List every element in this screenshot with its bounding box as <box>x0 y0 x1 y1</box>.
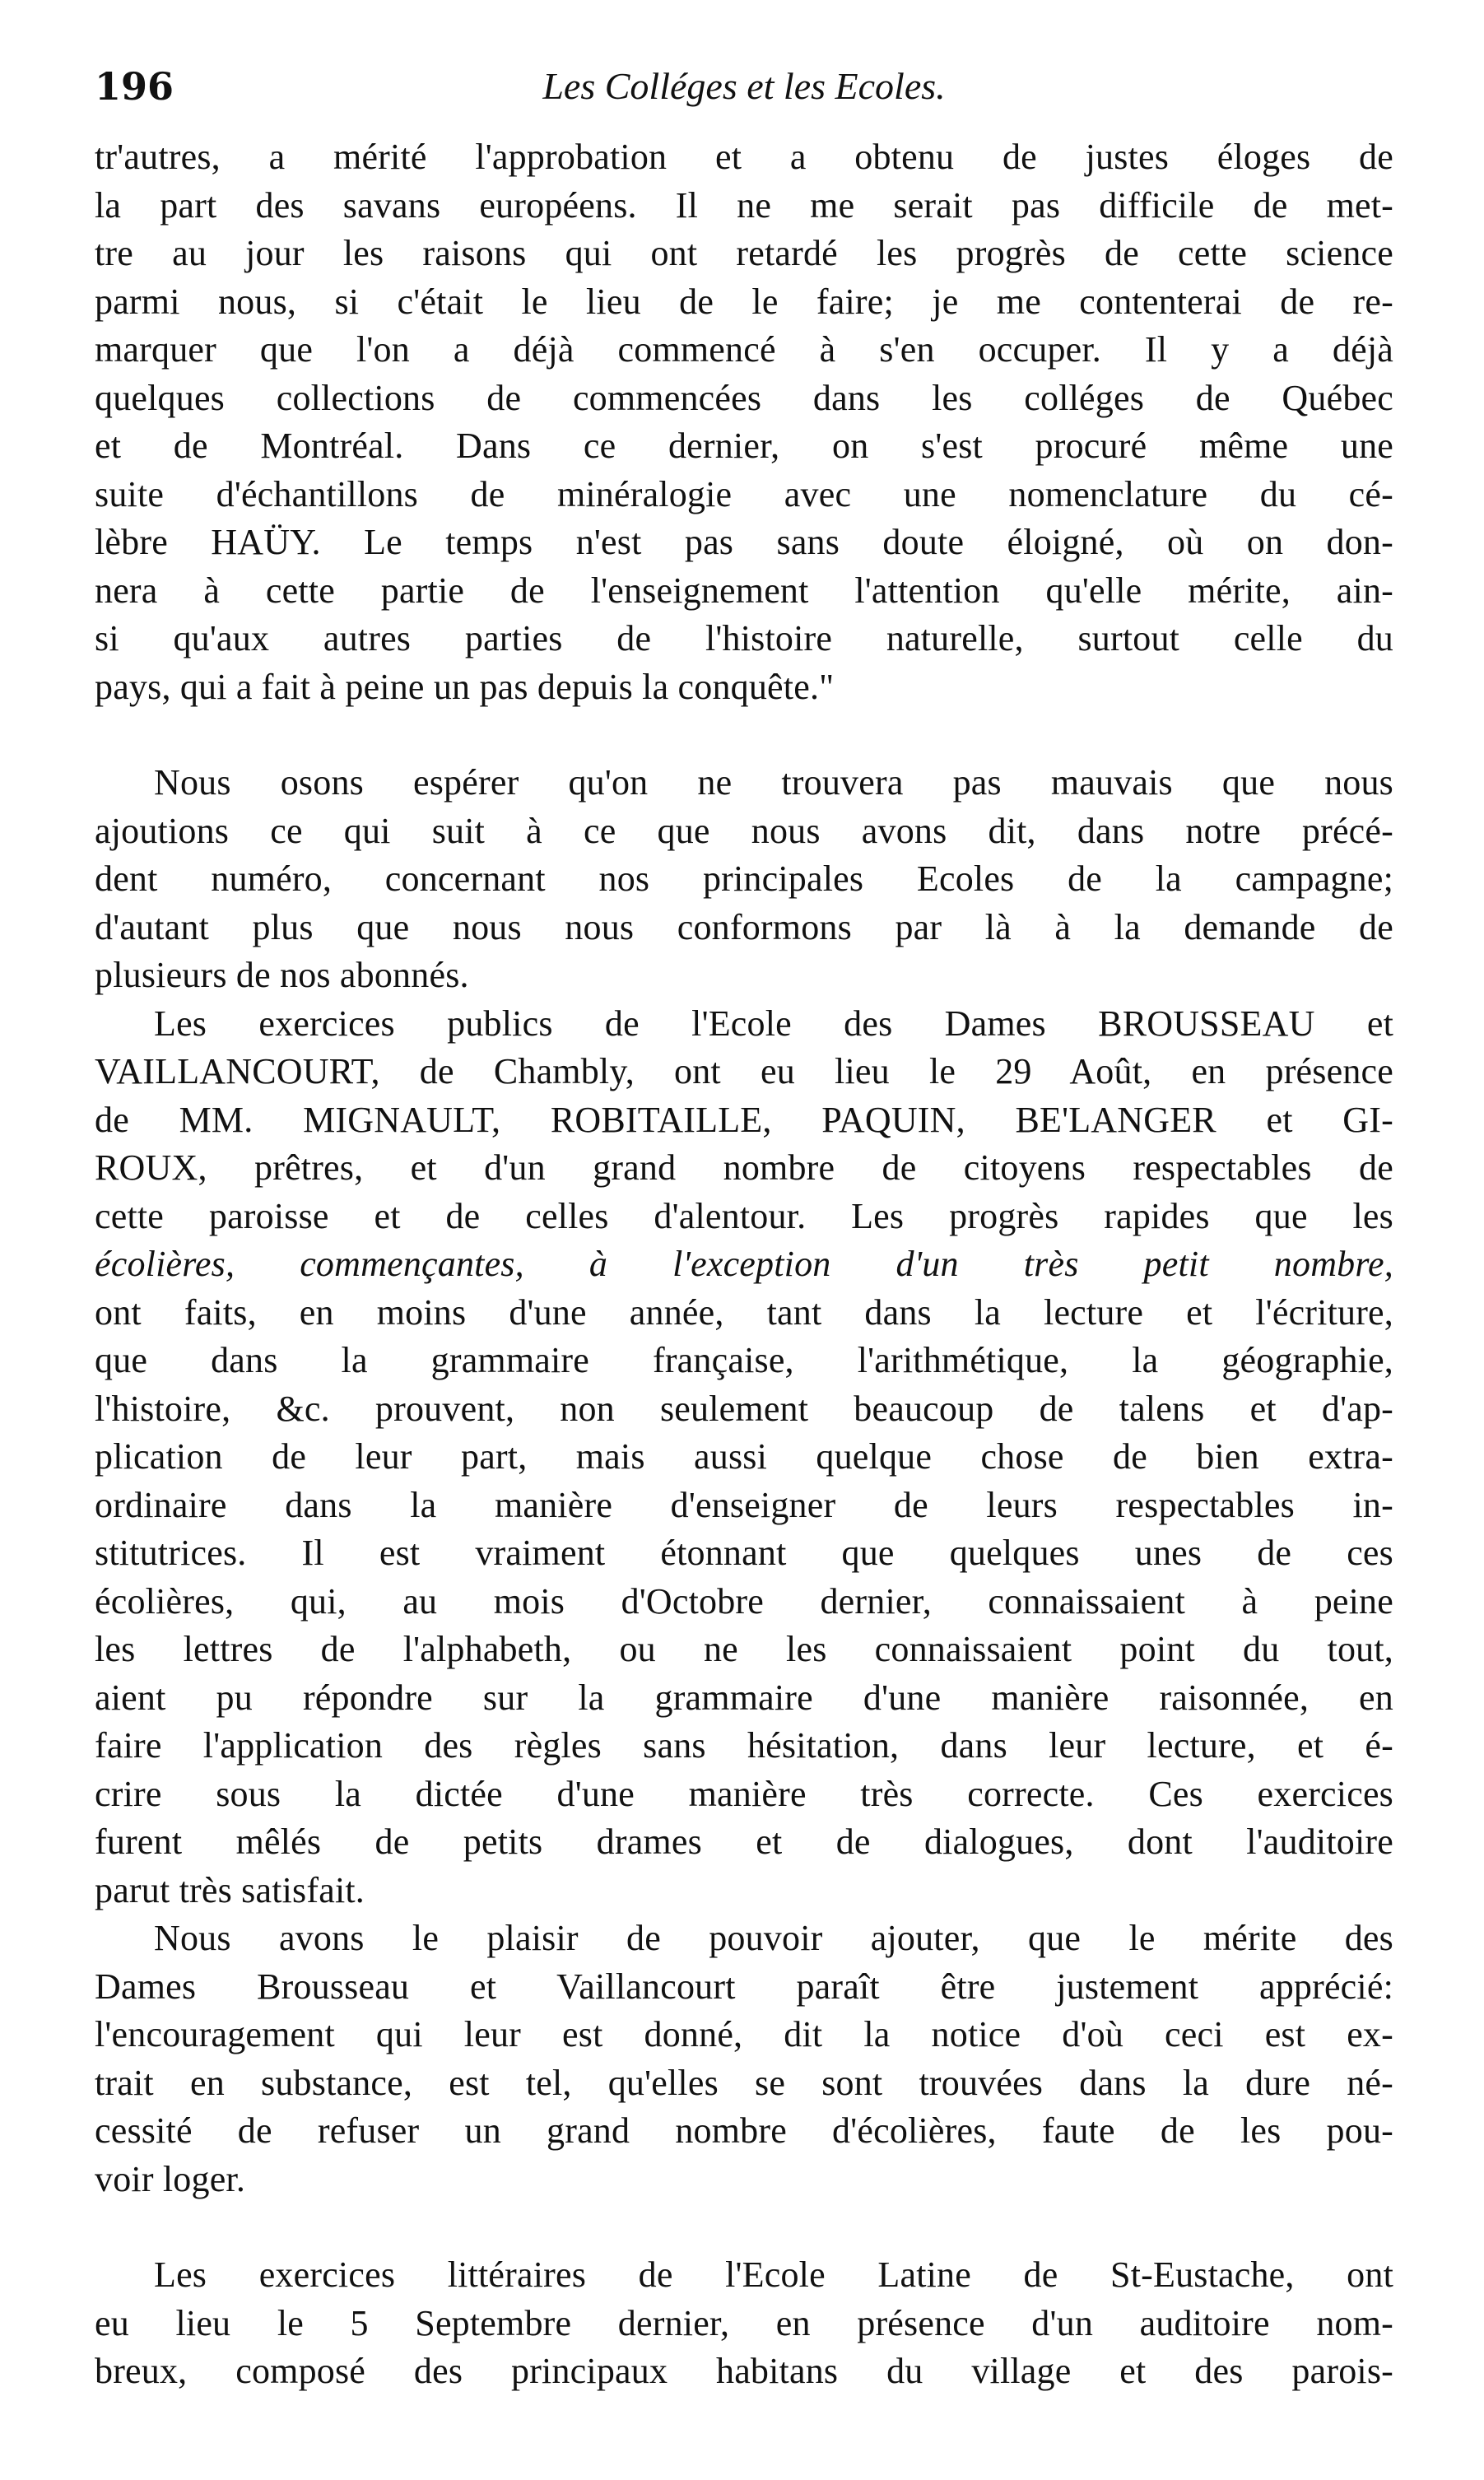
running-title: Les Colléges et les Ecoles. <box>542 65 946 107</box>
text-line: dent numéro, concernant nos principales Ecoles de la campagne; <box>95 858 1393 899</box>
text-line: de MM. MIGNAULT, ROBITAILLE, PAQUIN, BE'LANGER et GI- <box>95 1099 1393 1140</box>
paragraph-mineralogy <box>95 133 1393 711</box>
text-line: tre au jour les raisons qui ont retardé les progrès de cette science <box>95 233 1393 273</box>
text-line: Dames Brousseau et Vaillancourt paraît être justement apprécié: <box>95 1966 1393 2007</box>
text-line: breux, composé des principaux habitans du village et des parois- <box>95 2351 1393 2391</box>
text-line: parut très satisfait. <box>95 1869 365 1910</box>
text-line: pays, qui a fait à peine un pas depuis la conquête." <box>95 666 835 707</box>
text-line: d'autant plus que nous nous conformons par là à la demande de <box>95 906 1393 947</box>
text-line: ont faits, en moins d'une année, tant dans la lecture et l'écriture, <box>95 1291 1393 1333</box>
text-line: trait en substance, est tel, qu'elles se sont trouvées dans la dure né- <box>95 2062 1393 2103</box>
paragraph-merit <box>95 1915 1393 2203</box>
text-line: faire l'application des règles sans hésitation, dans leur lecture, et é- <box>95 1725 1393 1766</box>
paragraph-intro-schools <box>95 759 1393 1000</box>
text-line: quelques collections de commencées dans les colléges de Québec <box>95 377 1393 418</box>
text-line: parmi nous, si c'était le lieu de le faire; je me contenterai de re- <box>95 281 1393 322</box>
text-line: plusieurs de nos abonnés. <box>95 955 469 995</box>
running-head <box>95 58 1393 115</box>
text-line: suite d'échantillons de minéralogie avec une nomenclature du cé- <box>95 473 1393 514</box>
text-line: Nous osons espérer qu'on ne trouvera pas mauvais que nous <box>154 762 1393 803</box>
text-line: que dans la grammaire française, l'arithmétique, la géographie, <box>95 1340 1393 1380</box>
paragraph-chambly-exercises <box>95 1000 1393 1915</box>
text-line: cette paroisse et de celles d'alentour. Les progrès rapides que les <box>95 1195 1393 1236</box>
text-line: eu lieu le 5 Septembre dernier, en présence d'un auditoire nom- <box>95 2302 1393 2343</box>
text-line: les lettres de l'alphabeth, ou ne les connaissaient point du tout, <box>95 1629 1393 1669</box>
text-line: furent mêlés de petits drames et de dialogues, dont l'auditoire <box>95 1822 1393 1862</box>
text-line: si qu'aux autres parties de l'histoire naturelle, surtout celle du <box>95 618 1393 658</box>
text-line: l'encouragement qui leur est donné, dit la notice d'où ceci est ex- <box>95 2014 1393 2054</box>
text-line: tr'autres, a mérité l'approbation et a obtenu de justes éloges de <box>95 137 1393 177</box>
text-line: Les exercices littéraires de l'Ecole Latine de St-Eustache, ont <box>154 2254 1393 2295</box>
text-line: Nous avons le plaisir de pouvoir ajouter, que le mérite des <box>154 1918 1393 1958</box>
text-line: ajoutions ce qui suit à ce que nous avons dit, dans notre précé- <box>95 810 1393 851</box>
text-line: nera à cette partie de l'enseignement l'attention qu'elle mérite, ain- <box>95 570 1393 611</box>
text-line: la part des savans européens. Il ne me serait pas difficile de met- <box>95 184 1393 226</box>
page-number: 196 <box>95 64 174 109</box>
text-line: écolières, qui, au mois d'Octobre dernier, connaissaient à peine <box>95 1580 1393 1622</box>
text-line: aient pu répondre sur la grammaire d'une manière raisonnée, en <box>95 1677 1393 1718</box>
text-line: stitutrices. Il est vraiment étonnant que quelques unes de ces <box>95 1533 1393 1573</box>
paragraph-st-eustache <box>95 2251 1393 2396</box>
text-line: VAILLANCOURT, de Chambly, ont eu lieu le 29 Août, en présence <box>95 1051 1393 1091</box>
text-line: crire sous la dictée d'une manière très correcte. Ces exercices <box>95 1773 1393 1814</box>
body-text <box>95 133 1393 2396</box>
text-line: l'histoire, &c. prouvent, non seulement beaucoup de talens et d'ap- <box>95 1388 1393 1429</box>
text-line: lèbre HAÜY. Le temps n'est pas sans doute éloigné, où on don- <box>95 522 1393 562</box>
text-line: voir loger. <box>95 2158 246 2199</box>
text-line: écolières, commençantes, à l'exception d'un très petit nombre, <box>95 1244 1393 1284</box>
text-line: marquer que l'on a déjà commencé à s'en occuper. Il y a déjà <box>95 329 1393 370</box>
text-line: ordinaire dans la manière d'enseigner de leurs respectables in- <box>95 1484 1393 1525</box>
text-line: cessité de refuser un grand nombre d'écolières, faute de les pou- <box>95 2110 1393 2151</box>
text-line: plication de leur part, mais aussi quelque chose de bien extra- <box>95 1436 1393 1477</box>
text-line: Les exercices publics de l'Ecole des Dames BROUSSEAU et <box>154 1003 1393 1044</box>
text-line: et de Montréal. Dans ce dernier, on s'est procuré même une <box>95 426 1393 466</box>
text-line: ROUX, prêtres, et d'un grand nombre de citoyens respectables de <box>95 1147 1393 1188</box>
